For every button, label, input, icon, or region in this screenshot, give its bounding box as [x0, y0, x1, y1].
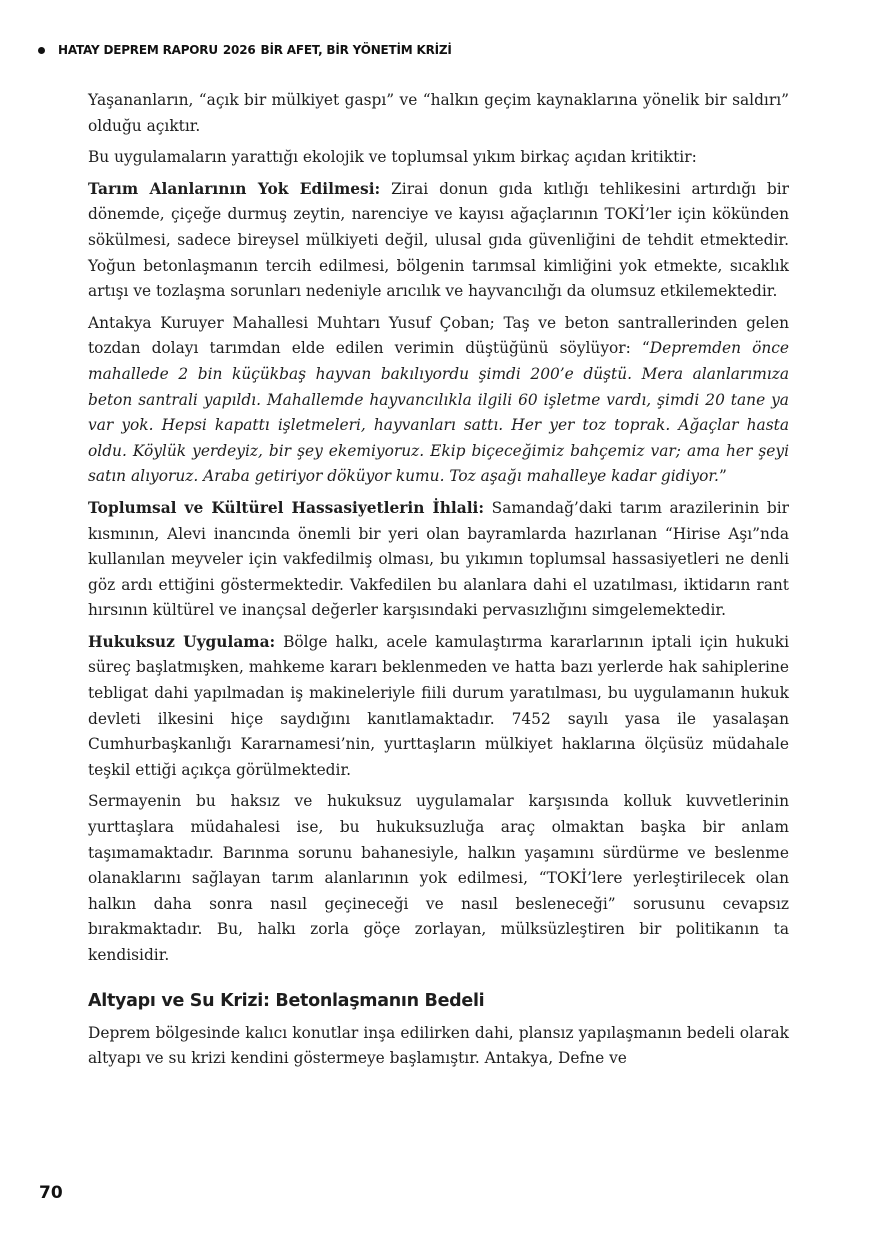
paragraph-text: Antakya Kuruyer Mahallesi Muhtarı Yusuf Çoban; Taş ve beton santrallerinden gelen tozdan dolayı tarımdan elde edilen verimin düştüğünü söylüyor: “ — [88, 313, 789, 358]
paragraph-lead: Tarım Alanlarının Yok Edilmesi: — [88, 179, 381, 198]
report-year: 2026 — [222, 43, 256, 57]
paragraph: Bu uygulamaların yarattığı ekolojik ve toplumsal yıkım birkaç açıdan kritiktir: — [88, 148, 697, 167]
page-body — [88, 88, 789, 1078]
paragraph: Yaşananların, “açık bir mülkiyet gaspı” ve “halkın geçim kaynaklarına yönelik bir saldırı” olduğu açıktır. — [88, 91, 789, 135]
paragraph — [88, 630, 789, 784]
bullet-icon — [38, 47, 45, 54]
quote-close: ” — [718, 467, 727, 486]
quotation: Depremden önce mahallede 2 bin küçükbaş hayvan bakılıyordu şimdi 200’e düştü. Mera alanlarımıza beton santrali yapıldı. Mahallemde hayvancılıkla ilgili 60 işletme vardı, şimdi 20 tane ya var yok. Hepsi kapattı işletmeleri, hayvanları sattı. Her yer toz toprak. Ağaçlar hasta oldu. Köylük yerdeyiz, bir şey ekemiyoruz. Ekip biçeceğimiz bahçemiz var; ama her şeyi satın alıyoruz. Araba getiriyor döküyor kumu. Toz aşağı mahalleye kadar gidiyor. — [88, 339, 790, 486]
report-title: HATAY DEPREM RAPORU — [58, 43, 218, 57]
paragraph-lead: Toplumsal ve Kültürel Hassasiyetlerin İhlali: — [88, 498, 485, 517]
paragraph: Sermayenin bu haksız ve hukuksuz uygulamalar karşısında kolluk kuvvetlerinin yurttaşlara müdahalesi ise, bu hukuksuzluğa araç olmaktan başka bir anlam taşımamaktadır. Barınma sorunu bahanesiyle, halkın yaşamını sürdürme ve beslenme olanaklarını sağlayan tarım alanlarının yok edilmesi, “TOKİ’lere yerleştirilecek olan halkın daha sonra nasıl geçineceği ve nasıl besleneceği” sorusunu cevapsız bırakmaktadır. Bu, halkı zorla göçe zorlayan, mülksüzleştiren bir politikanın ta kendisidir. — [88, 792, 789, 964]
paragraph: Deprem bölgesinde kalıcı konutlar inşa edilirken dahi, plansız yapılaşmanın bedeli olarak altyapı ve su krizi kendini göstermeye başlamıştır. Antakya, Defne ve — [88, 1023, 789, 1068]
paragraph-text: Bölge halkı, acele kamulaştırma kararlarının iptali için hukuki süreç başlatmışken, mahkeme kararı beklenmeden ve hatta bazı yerlerde hak sahiplerine tebligat dahi yapılmadan iş makineleriyle fiili durum yaratılması, bu uygulamanın hukuk devleti ilkesini hiçe saydığını kanıtlamaktadır. 7452 sayılı yasa ile yasalaşan Cumhurbaşkanlığı Kararnamesi’nin, yurttaşların mülkiyet haklarına ölçüsüz müdahale teşkil ettiği açıkça görülmektedir. — [88, 632, 789, 779]
paragraph-text: Samandağ’daki tarım arazilerinin bir kısmının, Alevi inancında önemli bir yeri olan bayramlarda hazırlanan “Hirise Aşı”nda kullanılan meyveler için vakfedilmiş olması, bu yıkımın toplumsal hassasiyetleri ne denli göz ardı ettiğini göstermektedir. Vakfedilen bu alanlara dahi el uzatılması, iktidarın rant hırsının kültürel ve inançsal değerler karşısındaki pervasızlığını simgelemektedir. — [88, 498, 789, 620]
paragraph-lead: Hukuksuz Uygulama: — [88, 632, 276, 651]
paragraph-text: Zirai donun gıda kıtlığı tehlikesini artırdığı bir dönemde, çiçeğe durmuş zeytin, narenciye ve kayısı ağaçlarının TOKİ’ler için kökünden sökülmesi, sadece bireysel mülkiyeti değil, ulusal gıda güvenliğini de tehdit etmektedir. Yoğun betonlaşmanın tercih edilmesi, bölgenin tarımsal kimliğini yok etmekte, sıcaklık artışı ve tozlaşma sorunları nedeniyle arıcılık ve hayvancılığı da olumsuz etkilemektedir. — [88, 179, 790, 301]
page-number: 70 — [39, 1183, 63, 1203]
section-heading: Altyapı ve Su Krizi: Betonlaşmanın Bedeli — [88, 990, 485, 1011]
running-header — [38, 43, 452, 57]
paragraph — [88, 496, 789, 624]
paragraph — [88, 177, 789, 305]
report-subtitle: BİR AFET, BİR YÖNETİM KRİZİ — [260, 43, 452, 57]
paragraph — [88, 311, 789, 490]
